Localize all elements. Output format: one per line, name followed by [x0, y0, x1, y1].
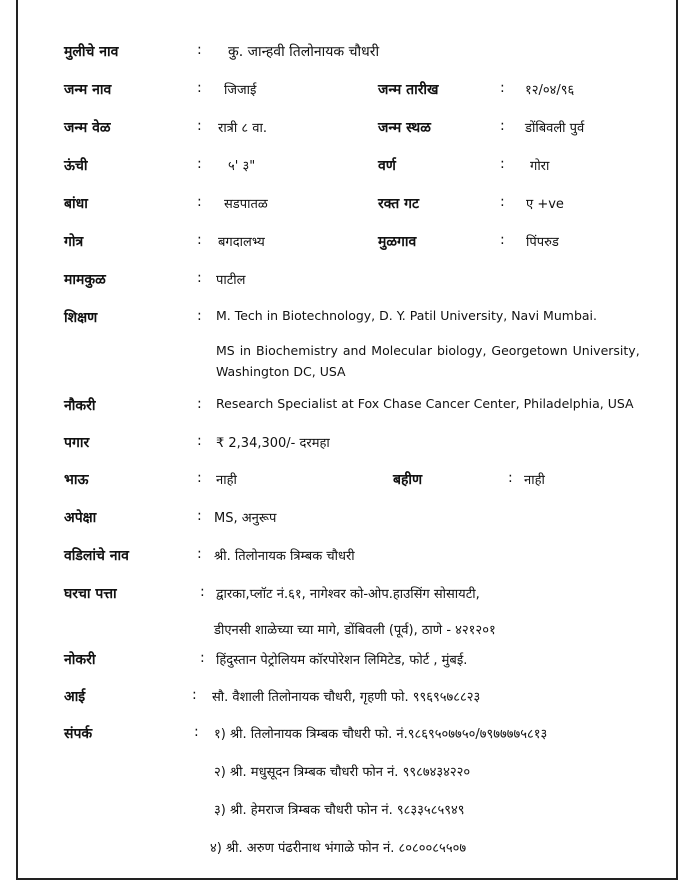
- label-father-job: नोकरी: [64, 652, 96, 668]
- row-address: [0, 584, 700, 614]
- colon: :: [197, 546, 202, 562]
- colon: :: [197, 80, 202, 96]
- value-birth-date: १२/०४/९६: [525, 83, 575, 98]
- value-job: Research Specialist at Fox Chase Cancer Center, Philadelphia, USA: [216, 396, 634, 411]
- contact-item: ३) श्री. हेमराज त्रिम्बक चौधरी फोन नं. ९८३३५८५९४९: [214, 803, 465, 818]
- label-birth-time: जन्म वेळ: [64, 120, 111, 136]
- label-birth-name: जन्म नाव: [64, 82, 112, 98]
- value-build: सडपातळ: [224, 197, 268, 212]
- contact-item: १) श्री. तिलोनायक त्रिम्बक चौधरी फो. नं.९८६९५०७७५०/७९७७७७५८१३: [214, 727, 548, 742]
- value-education-line-1: M. Tech in Biotechnology, D. Y. Patil University, Navi Mumbai.: [216, 308, 597, 323]
- colon: :: [197, 470, 202, 486]
- label-father: वडिलांचे नाव: [64, 548, 129, 564]
- education-extra: [216, 340, 656, 382]
- row-contact: [0, 724, 700, 754]
- colon: :: [197, 508, 202, 524]
- label-education: शिक्षण: [64, 310, 98, 326]
- label-brother: भाऊ: [64, 472, 89, 488]
- value-father: श्री. तिलोनायक त्रिम्बक चौधरी: [214, 549, 355, 564]
- row-siblings: [0, 470, 700, 500]
- contact-item: २) श्री. मधुसूदन त्रिम्बक चौधरी फोन नं. ९९८७४३४२२०: [214, 765, 471, 780]
- value-mother: सौ. वैशाली तिलोनायक चौधरी, गृहणी फो. ९९६९५७८८२३: [212, 690, 481, 705]
- row-birth-time: [0, 118, 700, 148]
- colon: :: [197, 118, 202, 134]
- row-father-job: [0, 650, 700, 680]
- row-height: [0, 156, 700, 186]
- row-contact-4: [0, 838, 700, 868]
- value-birth-name: जिजाई: [224, 83, 257, 98]
- colon: :: [197, 42, 202, 58]
- row-build: [0, 194, 700, 224]
- row-education: [0, 308, 700, 338]
- colon: :: [197, 194, 202, 210]
- colon: :: [197, 156, 202, 172]
- label-blood-group: रक्त गट: [378, 196, 420, 212]
- row-birth-name: [0, 80, 700, 110]
- value-birth-time: रात्री ८ वा.: [218, 121, 267, 136]
- value-complexion: गोरा: [530, 159, 550, 174]
- row-contact-2: [0, 762, 700, 792]
- contact-item: ४) श्री. अरुण पंढरीनाथ भंगाळे फोन नं. ८०८००८५५०७: [210, 841, 467, 856]
- label-sister: बहीण: [393, 472, 423, 488]
- label-gotra: गोत्र: [64, 234, 84, 250]
- row-salary: [0, 433, 700, 463]
- colon: :: [500, 80, 505, 96]
- label-mother: आई: [64, 689, 86, 705]
- row-mother: [0, 687, 700, 717]
- label-job: नौकरी: [64, 398, 96, 414]
- colon: :: [197, 396, 202, 412]
- value-gotra: बगदालभ्य: [218, 235, 265, 250]
- value-birth-place: डोंबिवली पुर्व: [525, 121, 585, 136]
- value-native-place: पिंपरुड: [526, 235, 559, 250]
- value-brother: नाही: [216, 473, 237, 488]
- label-build: बांधा: [64, 196, 88, 212]
- label-native-place: मुळगाव: [378, 234, 417, 250]
- colon: :: [197, 232, 202, 248]
- value-father-job: हिंदुस्तान पेट्रोलियम कॉरपोरेशन लिमिटेड, फोर्ट , मुंबई.: [216, 653, 468, 668]
- label-birth-place: जन्म स्थळ: [378, 120, 431, 136]
- value-address-line-1: द्वारका,प्लॉट नं.६१, नागेश्वर को-ओप.हाउसिंग सोसायटी,: [216, 587, 480, 602]
- row-address-2: [0, 620, 700, 650]
- value-education-line-2: MS in Biochemistry and Molecular biology, Georgetown University,: [216, 343, 640, 358]
- value-address-line-2: डीएनसी शाळेच्या च्या मागे, डोंबिवली (पूर्व), ठाणे - ४२१२०१: [214, 623, 496, 638]
- colon: :: [200, 650, 205, 666]
- colon: :: [500, 118, 505, 134]
- row-contact-3: [0, 800, 700, 830]
- colon: :: [197, 433, 202, 449]
- row-expectation: [0, 508, 700, 538]
- label-contact: संपर्क: [64, 726, 93, 742]
- row-job: [0, 396, 700, 426]
- row-gotra: [0, 232, 700, 262]
- value-education-line-3: Washington DC, USA: [216, 364, 346, 379]
- value-blood-group: ए +ve: [526, 197, 564, 212]
- label-complexion: वर्ण: [378, 158, 396, 174]
- label-birth-date: जन्म तारीख: [378, 82, 439, 98]
- row-name: [0, 42, 700, 72]
- colon: :: [197, 270, 202, 286]
- row-mamkul: [0, 270, 700, 300]
- value-name: कु. जान्हवी तिलोनायक चौधरी: [228, 44, 380, 60]
- label-expectation: अपेक्षा: [64, 510, 97, 526]
- colon: :: [500, 232, 505, 248]
- label-salary: पगार: [64, 435, 90, 451]
- colon: :: [200, 584, 205, 600]
- label-name: मुलीचे नाव: [64, 44, 119, 60]
- colon: :: [192, 687, 197, 703]
- value-expectation: MS, अनुरूप: [214, 511, 277, 526]
- value-height: ५' ३": [228, 159, 256, 174]
- colon: :: [508, 470, 513, 486]
- row-father: [0, 546, 700, 576]
- colon: :: [500, 194, 505, 210]
- value-salary: ₹ 2,34,300/- दरमहा: [216, 436, 330, 451]
- value-sister: नाही: [524, 473, 545, 488]
- colon: :: [500, 156, 505, 172]
- label-height: ऊंची: [64, 158, 88, 174]
- label-mamkul: मामकुळ: [64, 272, 106, 288]
- colon: :: [194, 724, 199, 740]
- label-address: घरचा पत्ता: [64, 586, 117, 602]
- value-mamkul: पाटील: [216, 273, 246, 288]
- colon: :: [197, 308, 202, 324]
